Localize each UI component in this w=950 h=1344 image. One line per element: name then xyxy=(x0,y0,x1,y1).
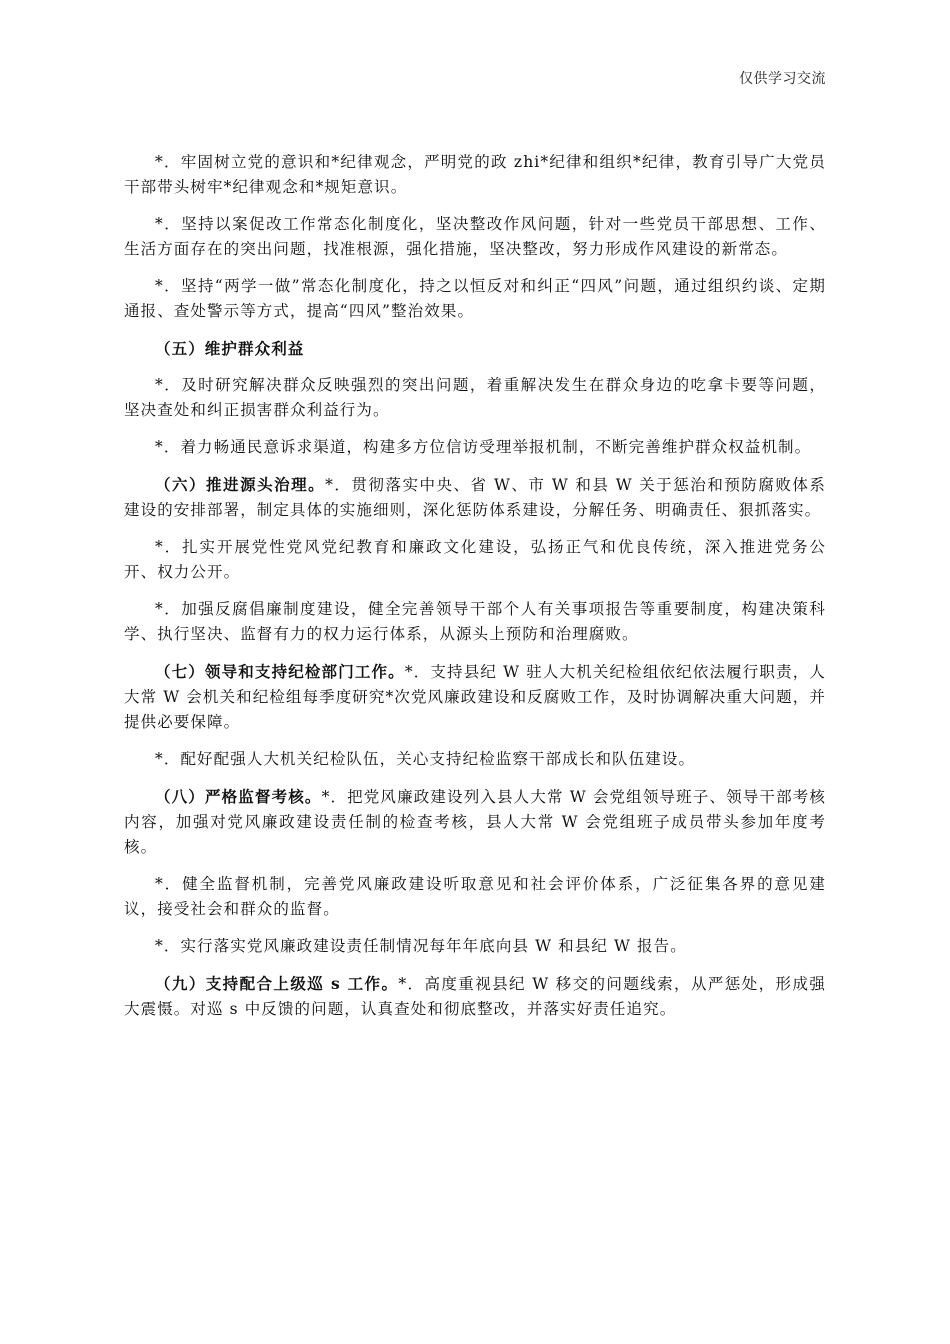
section-lead: （六）推进源头治理。 xyxy=(155,475,326,494)
paragraph-text: *．高度重视县纪 W 移交的问题线索，从严惩处，形成强大震慑。对巡 s 中反馈的问题，认真查处和彻底整改，并落实好责任追究。 xyxy=(124,975,826,1018)
paragraph: *．健全监督机制，完善党风廉政建设听取意见和社会评价体系，广泛征集各界的意见建议，接受社会和群众的监督。 xyxy=(124,875,826,918)
paragraph-text: *．把党风廉政建设列入县人大常 W 会党组领导班子、领导干部考核内容，加强对党风廉政建设责任制的检查考核，县人大常 W 会党组班子成员带头参加年度考核。 xyxy=(124,788,826,856)
section-lead: （八）严格监督考核。 xyxy=(155,787,322,806)
paragraph: *．坚持“两学一做”常态化制度化，持之以恒反对和纠正“四风”问题，通过组织约谈、定期通报、查处警示等方式，提高“四风”整治效果。 xyxy=(124,277,826,320)
header-note: 仅供学习交流 xyxy=(739,71,826,87)
paragraph: *．配好配强人大机关纪检队伍，关心支持纪检监察干部成长和队伍建设。 xyxy=(155,750,696,768)
paragraph: *．及时研究解决群众反映强烈的突出问题，着重解决发生在群众身边的吃拿卡要等问题，坚决查处和纠正损害群众利益行为。 xyxy=(124,376,826,419)
paragraph: *．牢固树立党的意识和*纪律观念，严明党的政 zhi*纪律和组织*纪律，教育引导广大党员干部带头树牢*纪律观念和*规矩意识。 xyxy=(124,153,826,196)
document-body xyxy=(124,150,826,1034)
paragraph xyxy=(124,784,826,860)
section-lead: （七）领导和支持纪检部门工作。 xyxy=(155,662,405,681)
paragraph: *．着力畅通民意诉求渠道，构建多方位信访受理举报机制，不断完善维护群众权益机制。 xyxy=(155,438,812,456)
paragraph: *．扎实开展党性党风党纪教育和廉政文化建设，弘扬正气和优良传统，深入推进党务公开、权力公开。 xyxy=(124,538,826,581)
paragraph xyxy=(124,659,826,735)
paragraph-text: *．贯彻落实中央、省 W、市 W 和县 W 关于惩治和预防腐败体系建设的安排部署，制定具体的实施细则，深化惩防体系建设，分解任务、明确责任、狠抓落实。 xyxy=(124,476,826,519)
section-lead: （九）支持配合上级巡 s 工作。 xyxy=(155,974,399,993)
paragraph xyxy=(124,971,826,1022)
paragraph xyxy=(124,472,826,523)
paragraph: *．坚持以案促改工作常态化制度化，坚决整改作风问题，针对一些党员干部思想、工作、生活方面存在的突出问题，找准根源，强化措施，坚决整改，努力形成作风建设的新常态。 xyxy=(124,215,826,258)
paragraph-text: *．支持县纪 W 驻人大机关纪检组依纪依法履行职责，人大常 W 会机关和纪检组每季度研究*次党风廉政建设和反腐败工作，及时协调解决重大问题，并提供必要保障。 xyxy=(124,663,826,731)
section-heading: （五）维护群众利益 xyxy=(155,339,305,358)
paragraph: *．加强反腐倡廉制度建设，健全完善领导干部个人有关事项报告等重要制度，构建决策科学、执行坚决、监督有力的权力运行体系，从源头上预防和治理腐败。 xyxy=(124,600,826,643)
paragraph: *．实行落实党风廉政建设责任制情况每年年底向县 W 和县纪 W 报告。 xyxy=(155,937,687,955)
